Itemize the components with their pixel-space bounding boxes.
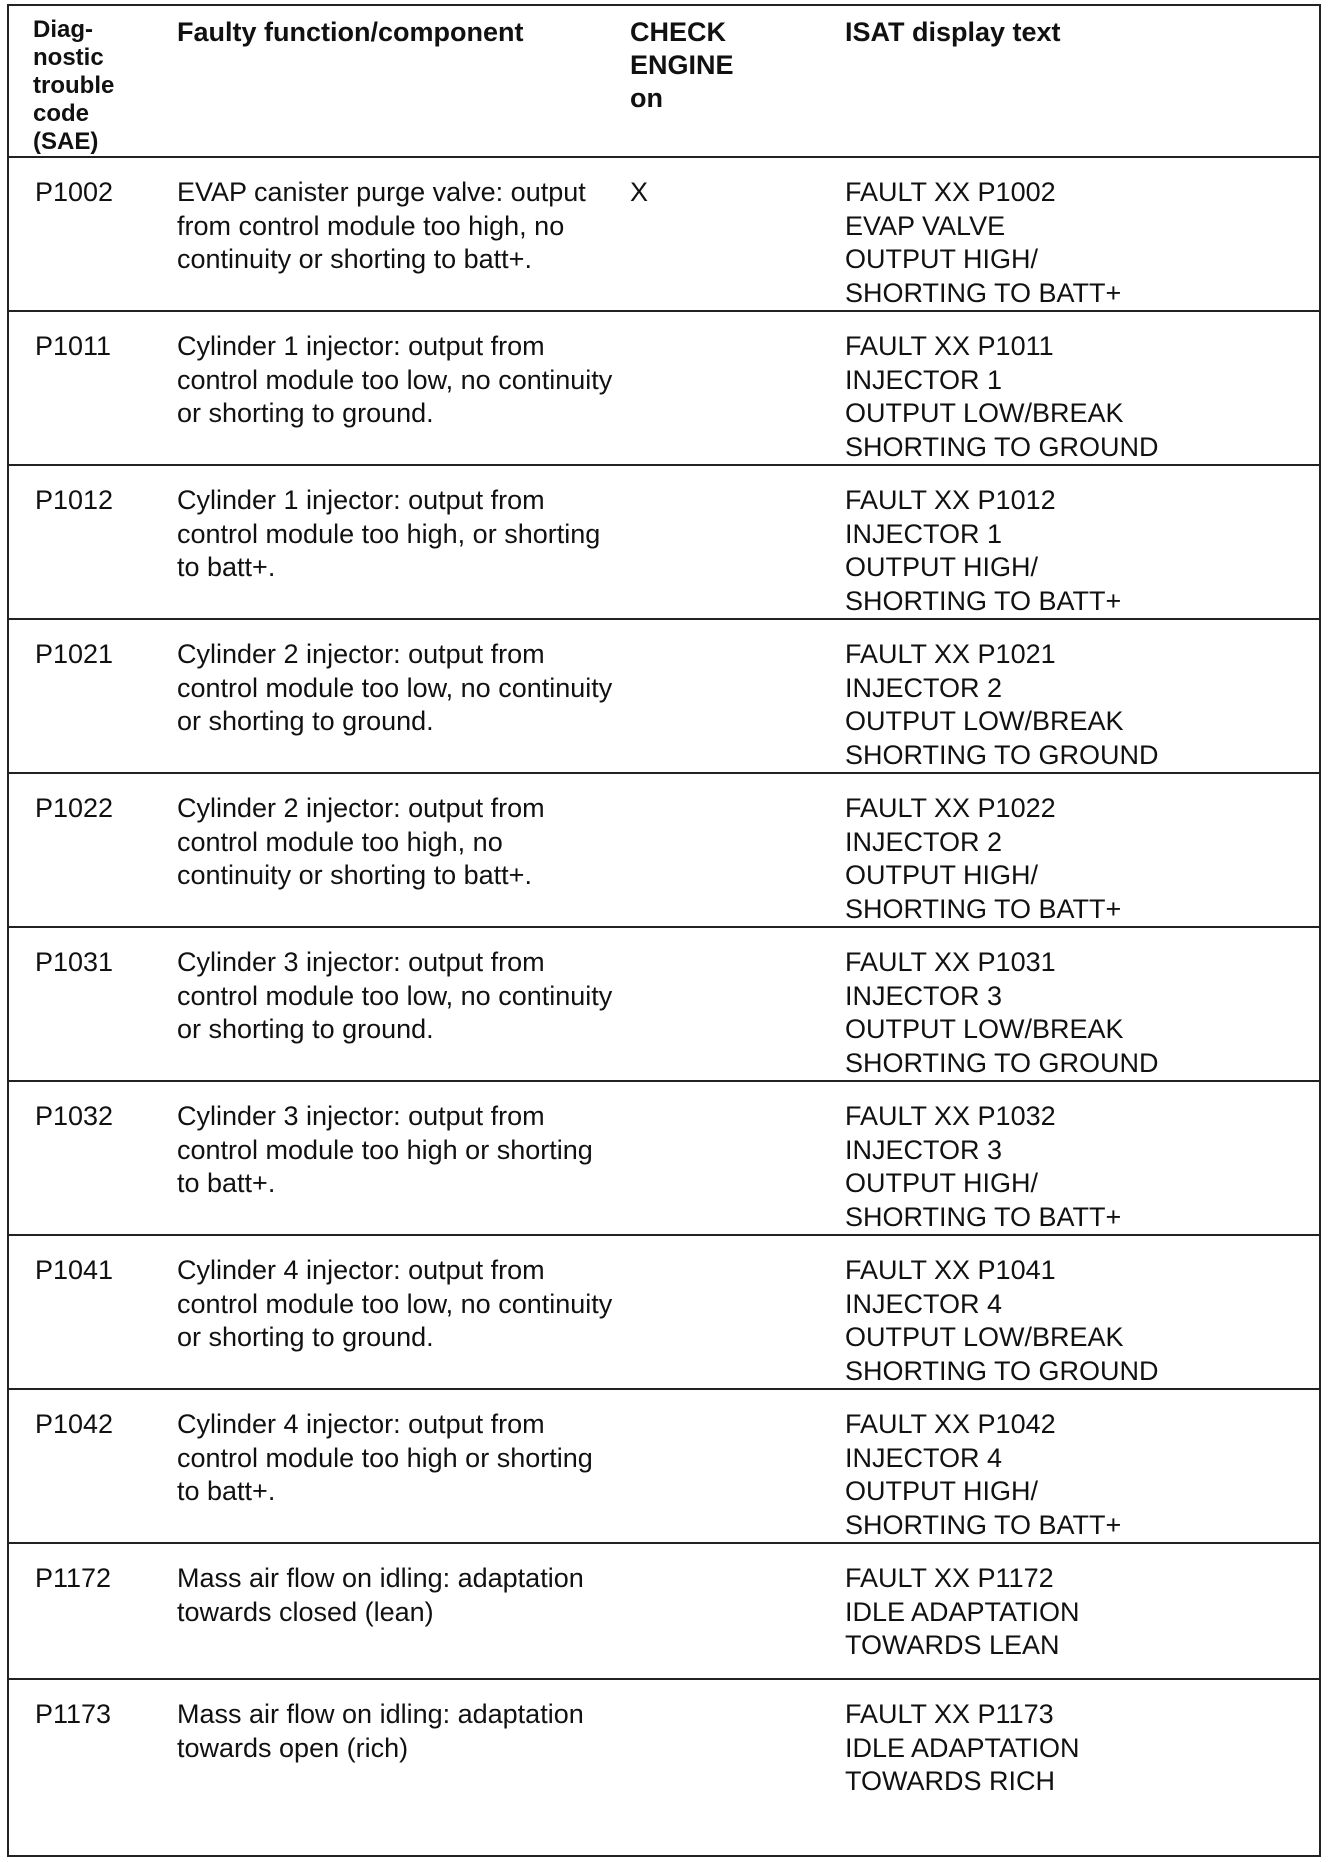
isat-line: OUTPUT HIGH/ (845, 552, 1039, 582)
fault-description: Mass air flow on idling: adaptation towards closed (lean) (159, 1543, 624, 1679)
dtc-code: P1042 (9, 1389, 159, 1543)
dtc-code: P1032 (9, 1081, 159, 1235)
isat-line: INJECTOR 1 (845, 364, 1003, 395)
isat-line: SHORTING TO BATT+ (845, 585, 1122, 616)
dtc-code: P1041 (9, 1235, 159, 1389)
header-code-line: nostic (33, 44, 104, 71)
header-check-line: CHECK (630, 17, 727, 47)
check-engine-mark (624, 1235, 837, 1389)
fault-description: Cylinder 1 injector: output from control module too low, no continuity or shorting to ground. (159, 311, 624, 465)
isat-line: FAULT XX P1012 (845, 485, 1056, 515)
isat-line: TOWARDS LEAN (845, 1630, 1060, 1660)
table-row (9, 465, 1319, 619)
isat-display-text (837, 1235, 1319, 1389)
isat-line: FAULT XX P1173 (845, 1699, 1054, 1729)
dtc-code: P1012 (9, 465, 159, 619)
header-code (9, 6, 159, 157)
fault-description: Cylinder 2 injector: output from control module too high, no continuity or shorting to batt+. (159, 773, 624, 927)
check-engine-mark (624, 1543, 837, 1679)
table-row (9, 157, 1319, 311)
dtc-code: P1031 (9, 927, 159, 1081)
check-engine-mark (624, 1081, 837, 1235)
isat-line: INJECTOR 2 (845, 672, 1003, 703)
isat-display-text (837, 311, 1319, 465)
isat-line: SHORTING TO GROUND (845, 1047, 1159, 1078)
isat-line: INJECTOR 1 (845, 518, 1003, 549)
table-row (9, 927, 1319, 1081)
isat-line: INJECTOR 4 (845, 1288, 1003, 1319)
header-check-line: ENGINE (630, 50, 734, 80)
header-isat: ISAT display text (837, 6, 1319, 157)
isat-line: SHORTING TO GROUND (845, 431, 1159, 462)
isat-display-text (837, 619, 1319, 773)
fault-description: Cylinder 3 injector: output from control module too high or shorting to batt+. (159, 1081, 624, 1235)
table-row (9, 619, 1319, 773)
isat-line: OUTPUT HIGH/ (845, 1168, 1039, 1198)
check-engine-mark (624, 773, 837, 927)
check-engine-mark: X (624, 157, 837, 311)
check-engine-mark (624, 1389, 837, 1543)
isat-line: INJECTOR 3 (845, 980, 1003, 1011)
isat-line: SHORTING TO GROUND (845, 1355, 1159, 1386)
check-engine-mark (624, 927, 837, 1081)
isat-line: OUTPUT LOW/BREAK (845, 1014, 1124, 1044)
table-row (9, 1679, 1319, 1815)
isat-line: OUTPUT LOW/BREAK (845, 398, 1124, 428)
isat-line: EVAP VALVE (845, 210, 1006, 241)
table-row (9, 311, 1319, 465)
isat-line: SHORTING TO BATT+ (845, 893, 1122, 924)
isat-display-text (837, 773, 1319, 927)
isat-line: SHORTING TO BATT+ (845, 1509, 1122, 1540)
isat-line: OUTPUT HIGH/ (845, 860, 1039, 890)
fault-description: Cylinder 4 injector: output from control module too low, no continuity or shorting to ground. (159, 1235, 624, 1389)
isat-line: FAULT XX P1011 (845, 331, 1054, 361)
dtc-code: P1172 (9, 1543, 159, 1679)
dtc-code: P1011 (9, 311, 159, 465)
isat-line: FAULT XX P1032 (845, 1101, 1056, 1131)
isat-display-text (837, 157, 1319, 311)
check-engine-mark (624, 619, 837, 773)
isat-line: SHORTING TO BATT+ (845, 1201, 1122, 1232)
header-fault: Faulty function/component (159, 6, 624, 157)
isat-line: TOWARDS RICH (845, 1766, 1056, 1796)
header-check-line: on (630, 83, 663, 113)
header-code-line: (SAE) (33, 128, 99, 155)
isat-display-text (837, 1081, 1319, 1235)
isat-display-text (837, 465, 1319, 619)
dtc-code: P1173 (35, 1699, 112, 1729)
fault-description: Cylinder 2 injector: output from control module too low, no continuity or shorting to ground. (159, 619, 624, 773)
table-row (9, 1081, 1319, 1235)
table-body (9, 157, 1319, 1815)
isat-line: IDLE ADAPTATION (845, 1596, 1080, 1627)
dtc-code: P1022 (9, 773, 159, 927)
table-row (9, 1543, 1319, 1679)
check-engine-mark (624, 311, 837, 465)
check-engine-mark (624, 465, 837, 619)
isat-display-text (837, 1679, 1319, 1815)
check-engine-mark (624, 1679, 837, 1815)
isat-line: FAULT XX P1021 (845, 639, 1056, 669)
isat-line: FAULT XX P1022 (845, 793, 1056, 823)
isat-line: OUTPUT HIGH/ (845, 244, 1039, 274)
fault-description: Cylinder 4 injector: output from control module too high or shorting to batt+. (159, 1389, 624, 1543)
table-row (9, 1389, 1319, 1543)
dtc-table-frame (7, 4, 1321, 1857)
isat-display-text (837, 927, 1319, 1081)
isat-line: OUTPUT HIGH/ (845, 1476, 1039, 1506)
fault-description: EVAP canister purge valve: output from control module too high, no continuity or shorting to batt+. (159, 157, 624, 311)
isat-line: INJECTOR 3 (845, 1134, 1003, 1165)
table-header-row (9, 6, 1319, 157)
table-row (9, 773, 1319, 927)
header-code-line: code (33, 100, 90, 127)
dtc-code: P1002 (9, 157, 159, 311)
header-code-line: Diag- (33, 16, 93, 43)
fault-description: Mass air flow on idling: adaptation towards open (rich) (177, 1699, 584, 1763)
isat-display-text (837, 1389, 1319, 1543)
fault-description: Cylinder 1 injector: output from control module too high, or shorting to batt+. (159, 465, 624, 619)
isat-line: FAULT XX P1031 (845, 947, 1056, 977)
isat-line: FAULT XX P1002 (845, 177, 1056, 207)
isat-line: INJECTOR 2 (845, 826, 1003, 857)
isat-line: OUTPUT LOW/BREAK (845, 1322, 1124, 1352)
isat-line: SHORTING TO BATT+ (845, 277, 1122, 308)
header-code-line: trouble (33, 72, 115, 99)
table-row (9, 1235, 1319, 1389)
header-check-engine (624, 6, 837, 157)
isat-line: FAULT XX P1041 (845, 1255, 1056, 1285)
fault-description: Cylinder 3 injector: output from control module too low, no continuity or shorting to ground. (159, 927, 624, 1081)
isat-line: INJECTOR 4 (845, 1442, 1003, 1473)
isat-line: IDLE ADAPTATION (845, 1732, 1080, 1763)
isat-line: OUTPUT LOW/BREAK (845, 706, 1124, 736)
dtc-table (9, 6, 1319, 1815)
isat-line: FAULT XX P1042 (845, 1409, 1056, 1439)
dtc-code: P1021 (9, 619, 159, 773)
isat-line: FAULT XX P1172 (845, 1563, 1054, 1593)
isat-display-text (837, 1543, 1319, 1679)
isat-line: SHORTING TO GROUND (845, 739, 1159, 770)
